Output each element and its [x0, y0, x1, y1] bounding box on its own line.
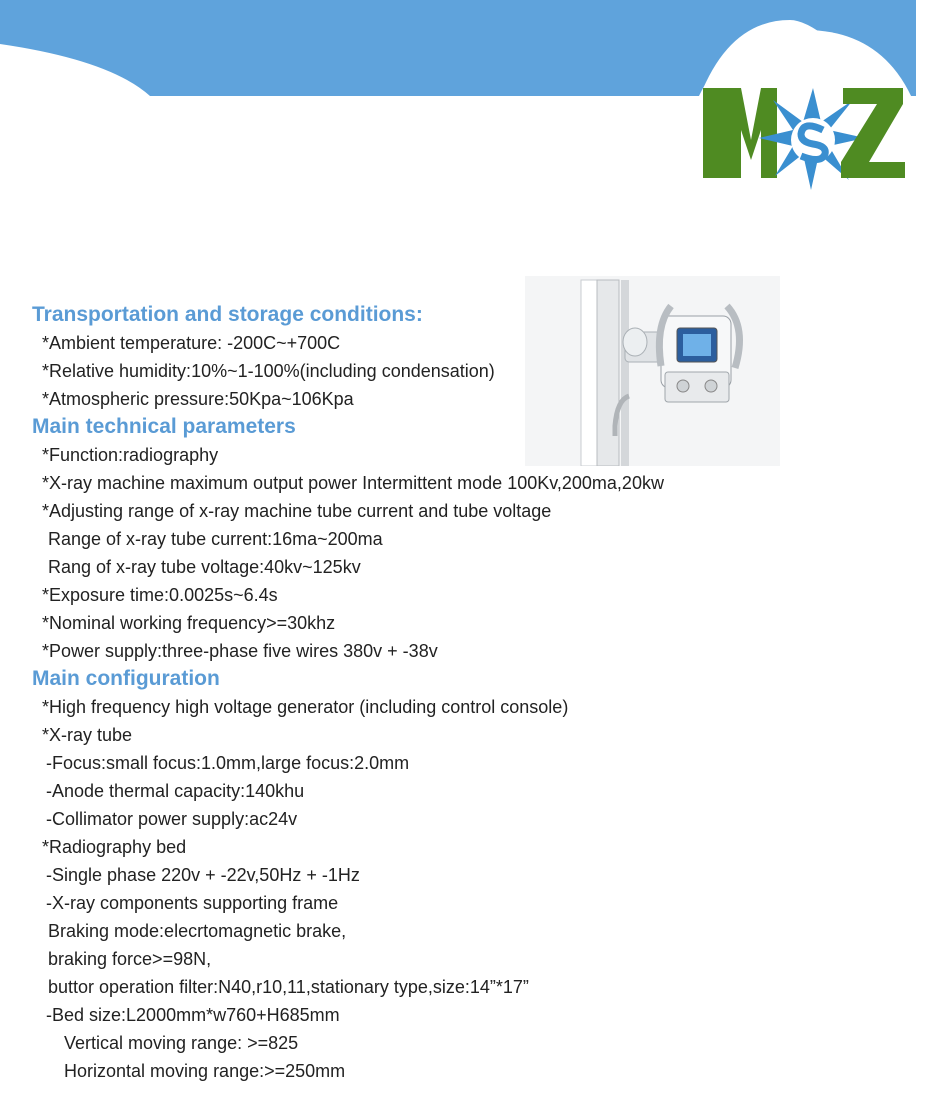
spec-line: *Power supply:three-phase five wires 380v + -38v	[42, 641, 438, 661]
spec-line: braking force>=98N,	[48, 949, 212, 969]
spec-line: -Single phase 220v + -22v,50Hz + -1Hz	[46, 865, 360, 885]
spec-line: *Atmospheric pressure:50Kpa~106Kpa	[42, 389, 354, 409]
spec-line: -X-ray components supporting frame	[46, 893, 339, 913]
spec-line: -Collimator power supply:ac24v	[46, 809, 298, 829]
section-heading: Transportation and storage conditions:	[32, 303, 423, 326]
spec-line: *Nominal working frequency>=30khz	[42, 613, 336, 633]
spec-line: *Radiography bed	[42, 837, 187, 857]
spec-line: Rang of x-ray tube voltage:40kv~125kv	[48, 557, 361, 577]
spec-list	[0, 301, 900, 1085]
spec-line: *Function:radiography	[42, 445, 219, 465]
logo-m-letter	[703, 88, 777, 178]
spec-line: *Adjusting range of x-ray machine tube current and tube voltage	[42, 501, 552, 521]
spec-line: Braking mode:elecrtomagnetic brake,	[48, 921, 347, 941]
spec-line: *Relative humidity:10%~1-100%(including condensation)	[42, 361, 495, 381]
spec-line: -Focus:small focus:1.0mm,large focus:2.0mm	[46, 753, 410, 773]
company-logo	[693, 30, 917, 220]
spec-line: buttor operation filter:N40,r10,11,stationary type,size:14”*17”	[48, 977, 529, 997]
spec-line: Range of x-ray tube current:16ma~200ma	[48, 529, 383, 549]
section-heading: Main configuration	[32, 667, 220, 690]
spec-line: *X-ray machine maximum output power Intermittent mode 100Kv,200ma,20kw	[42, 473, 664, 493]
spec-line: *X-ray tube	[42, 725, 133, 745]
spec-line: *High frequency high voltage generator (including control console)	[42, 697, 569, 717]
spec-line: Vertical moving range: >=825	[64, 1033, 299, 1053]
spec-line: -Anode thermal capacity:140khu	[46, 781, 305, 801]
spec-line: Horizontal moving range:>=250mm	[64, 1061, 346, 1081]
spec-line: *Ambient temperature: -200C~+700C	[42, 333, 341, 353]
spec-line: -Bed size:L2000mm*w760+H685mm	[46, 1005, 340, 1025]
spec-line: *Exposure time:0.0025s~6.4s	[42, 585, 278, 605]
section-heading: Main technical parameters	[32, 415, 296, 438]
